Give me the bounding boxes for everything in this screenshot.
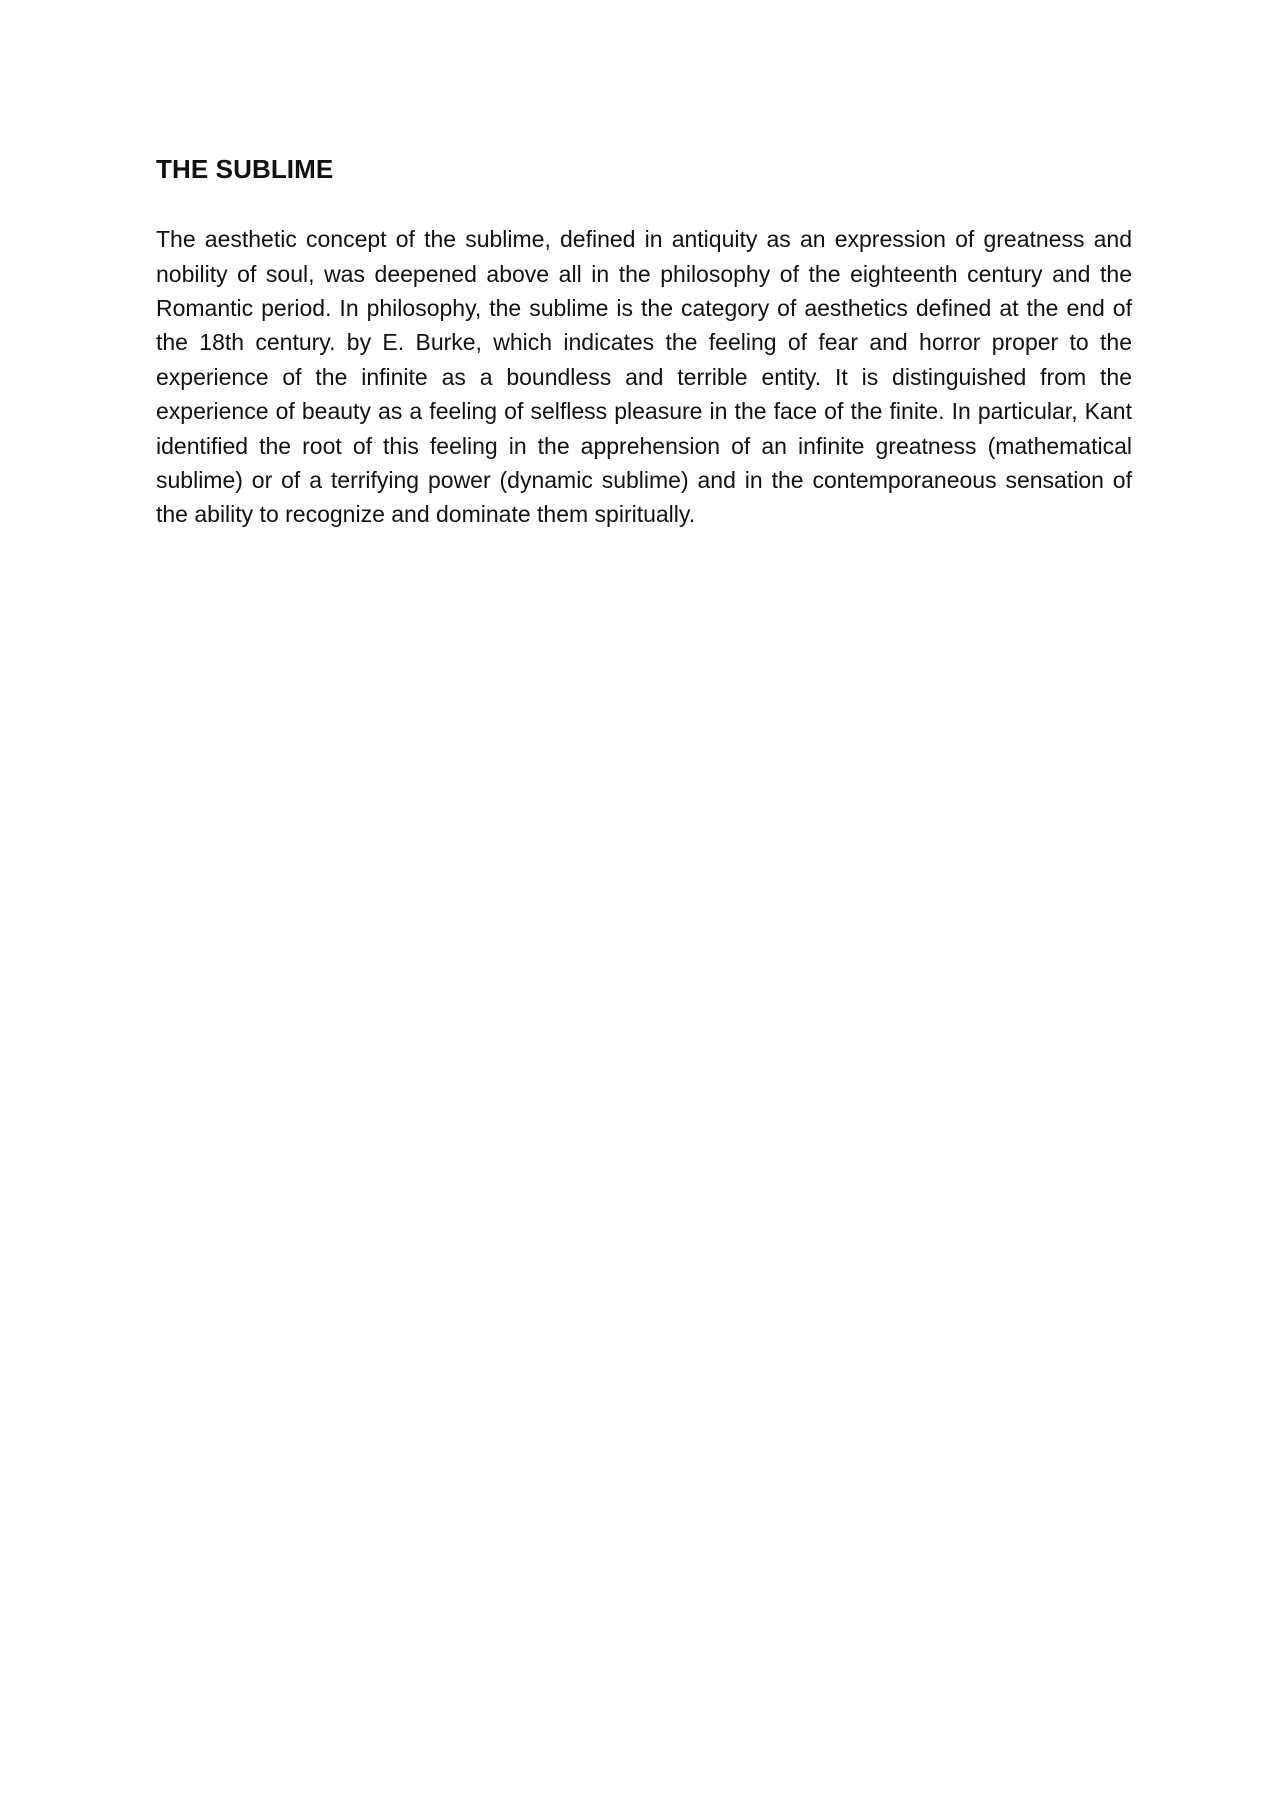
document-paragraph: The aesthetic concept of the sublime, defined in antiquity as an expression of greatness and nobility of soul, was deepened above all in the philosophy of the eighteenth century and the Romantic period. In philosophy, the sublime is the category of aesthetics defined at the end of the 18th century. by E. Burke, which indicates the feeling of fear and horror proper to the experience of the infinite as a boundless and terrible entity. It is distinguished from the experience of beauty as a feeling of selfless pleasure in the face of the finite. In particular, Kant identified the root of this feeling in the apprehension of an infinite greatness (mathematical sublime) or of a terrifying power (dynamic sublime) and in the contemporaneous sensation of the ability to recognize and dominate them spiritually. — [156, 226, 1132, 528]
document-title: THE SUBLIME — [156, 154, 334, 184]
document-content — [156, 154, 1132, 532]
